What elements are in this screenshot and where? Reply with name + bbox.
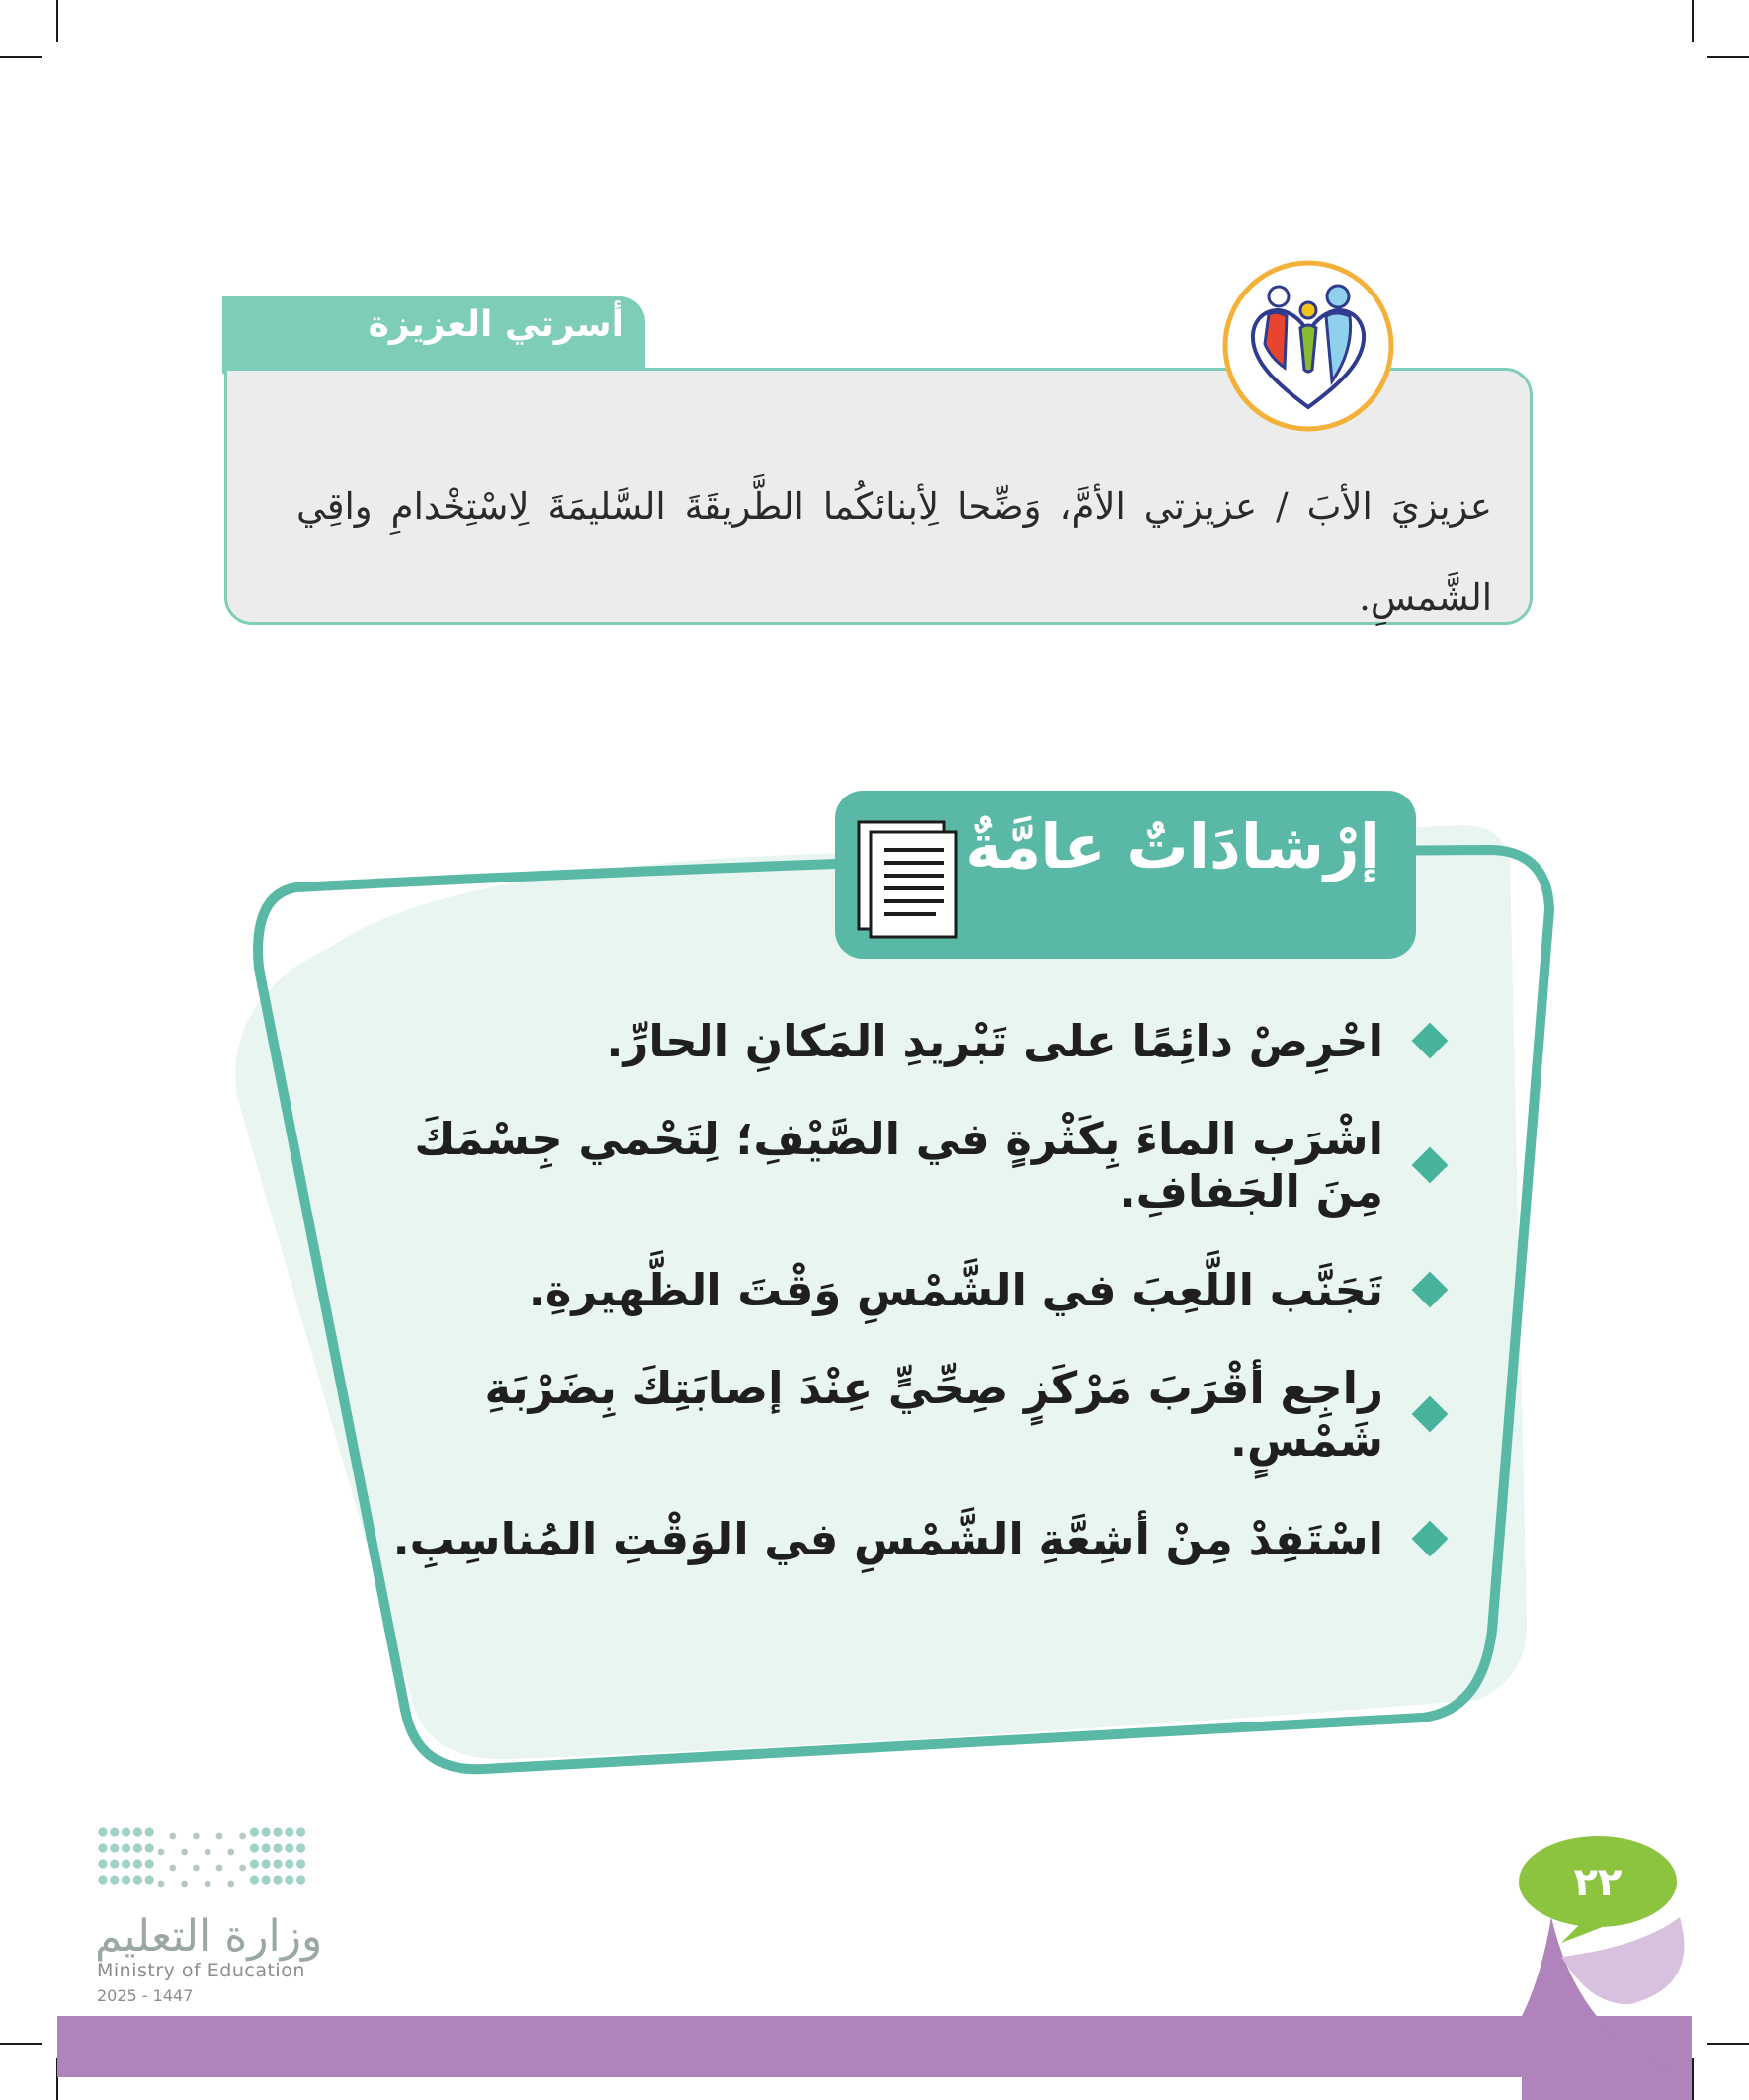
list-item	[356, 1352, 1443, 1476]
diamond-bullet-icon	[1412, 1147, 1449, 1184]
guideline-text: احْرِصْ دائِمًا على تَبْريدِ المَكانِ الحارِّ.	[606, 1014, 1383, 1067]
guideline-text: اسْتَفِدْ مِنْ أشِعَّةِ الشَّمْسِ في الوَقْتِ المُناسِبِ.	[392, 1512, 1383, 1565]
guidelines-title: إرْشادَاتٌ عامَّةٌ	[965, 810, 1380, 882]
footer-band	[0, 2016, 1749, 2100]
diamond-bullet-icon	[1412, 1272, 1449, 1308]
list-item	[356, 1476, 1443, 1601]
ministry-year: 2025 - 1447	[97, 1986, 194, 2005]
list-item	[356, 1227, 1443, 1352]
family-note-text: عزيزيَ الأبَ / عزيزتي الأمَّ، وَضِّحا لِأبنائكُما الطَّريقَةَ السَّليمَةَ لِاسْتِخْدامِ واقِي الشَّمسِ.	[296, 485, 1492, 619]
list-item	[356, 1103, 1443, 1227]
guideline-text: راجِع أقْرَبَ مَرْكَزٍ صِحِّيٍّ عِنْدَ إصابَتِكَ بِضَرْبَةِ شَمْسٍ.	[484, 1362, 1383, 1467]
family-tab-label: أسرتي العزيزة	[368, 304, 624, 345]
ministry-name-ar: وزارة التعليم	[95, 1911, 323, 1962]
page-number: ٢٢	[1573, 1860, 1623, 1905]
diamond-bullet-icon	[1412, 1023, 1449, 1059]
guideline-text: تَجَنَّب اللَّعِبَ في الشَّمْسِ وَقْتَ الظَّهيرةِ.	[528, 1263, 1383, 1316]
guidelines-list	[356, 978, 1443, 1601]
guideline-text: اشْرَب الماءَ بِكَثْرةٍ في الصَّيْفِ؛ لِتَحْمي جِسْمَكَ مِنَ الجَفافِ.	[414, 1113, 1383, 1218]
diamond-bullet-icon	[1412, 1521, 1449, 1557]
diamond-bullet-icon	[1412, 1396, 1449, 1433]
document-icon	[857, 820, 961, 941]
guidelines-header	[835, 791, 1416, 959]
page-number-bubble	[1514, 1834, 1678, 1943]
list-item	[356, 978, 1443, 1103]
ministry-logo-icon	[95, 1822, 312, 1901]
ministry-name-en: Ministry of Education	[97, 1960, 305, 1981]
